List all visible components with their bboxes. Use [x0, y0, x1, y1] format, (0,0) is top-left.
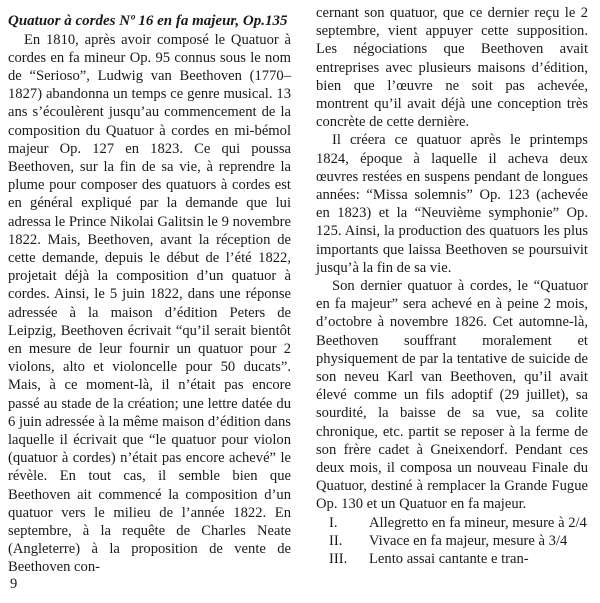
section-heading: Quatuor à cordes Nº 16 en fa majeur, Op.135	[8, 13, 288, 29]
paragraph: Son dernier quatuor à cordes, le “Quatuor en fa majeur” sera achevé en à peine 2 mois, d’octobre à novembre 1826. Cet automne-là, Beethoven souffrant moralement et physiquement de par la tentative de suicide de son neveu Karl van Beethoven, qu’il avait élevé comme un fils adoptif (29 juillet), sa sourdité, la baisse de sa vue, sa colite chronique, etc. partit se reposer à la ferme de son frère cadet à Gneixendorf. Pendant ces deux mois, il composa un nouveau Finale du Quatuor, destiné à remplacer la Grande Fugue Op. 130 et un Quatuor en fa majeur.	[316, 278, 588, 513]
paragraph: cernant son quatuor, que ce dernier reçu le 2 septembre, vient appuyer cette supposition. Les négociations que Beethoven avait entreprises avec plusieurs maisons d’édition, bien que l’œuvre ne soit pas achevée, montrent qu’il avait déjà une conception très concrète de cette dernière.	[316, 5, 588, 131]
movement-numeral: II.	[329, 532, 343, 549]
movement-numeral: I.	[329, 514, 338, 531]
paragraph: En 1810, après avoir composé le Quatuor à cordes en fa mineur Op. 95 connus sous le nom de “Serioso”, Ludwig van Beethoven (1770–1827) abandonna un temps ce genre musical. 13 ans s’écoulèrent jusqu’au commencement de la composition du Quatuor à cordes en mi-bémol majeur Op. 127 en 1823. Ce qui poussa Beethoven, sur la fin de sa vie, à reprendre la plume pour composer des quatuors à cordes est en général expliqué par la demande que lui adressa le Prince Nikolai Galitsin le 9 novembre 1822. Mais, Beethoven, avant la réception de cette demande, depuis le début de l’été 1822, projetait déjà la composition d’un quatuor à cordes. Ainsi, le 5 juin 1822, dans une réponse adressée à la maison d’édition Peters de Leipzig, Beethoven écrivait “qu’il serait bientôt en mesure de leur fournir un quatuor pour 2 violons, alto et violoncelle pour 50 ducats”. Mais, à ce moment-là, il n’était pas encore passé au stade de la création; une lettre datée du 6 juin adressée à la même maison d’édition dans laquelle il écrivait que “le quatuor pour violon (quatuor à cordes) n’était pas encore achevé” le révèle. En tout cas, il semble bien que Beethoven ait commencé la composition d’un quatuor vers le milieu de l’année 1822. En septembre, à la requête de Charles Neate (Angleterre) à la proposition de vente de Beethoven con-	[8, 31, 291, 576]
movement-title: Allegretto en fa mineur, mesure à 2/4	[369, 514, 587, 531]
movement-numeral: III.	[329, 551, 348, 568]
movement-title: Lento assai cantante e tran-	[369, 551, 529, 568]
movement-list	[316, 514, 588, 569]
list-item	[316, 550, 588, 568]
list-item	[316, 514, 588, 532]
list-item	[316, 532, 588, 550]
right-column	[316, 4, 588, 568]
left-column	[8, 4, 291, 577]
paragraph: Il créera ce quatuor après le printemps 1824, époque à laquelle il acheva deux œuvres restées en suspens pendant de longues années: “Missa solemnis” Op. 123 (achevée en 1823) et la “Neuvième symphonie” Op. 125. Ainsi, la production des quatuors les plus importants que laissa Beethoven se poursuivit jusqu’à la fin de sa vie.	[316, 132, 588, 276]
page-number: 9	[10, 576, 18, 592]
movement-title: Vivace en fa majeur, mesure à 3/4	[369, 532, 568, 549]
